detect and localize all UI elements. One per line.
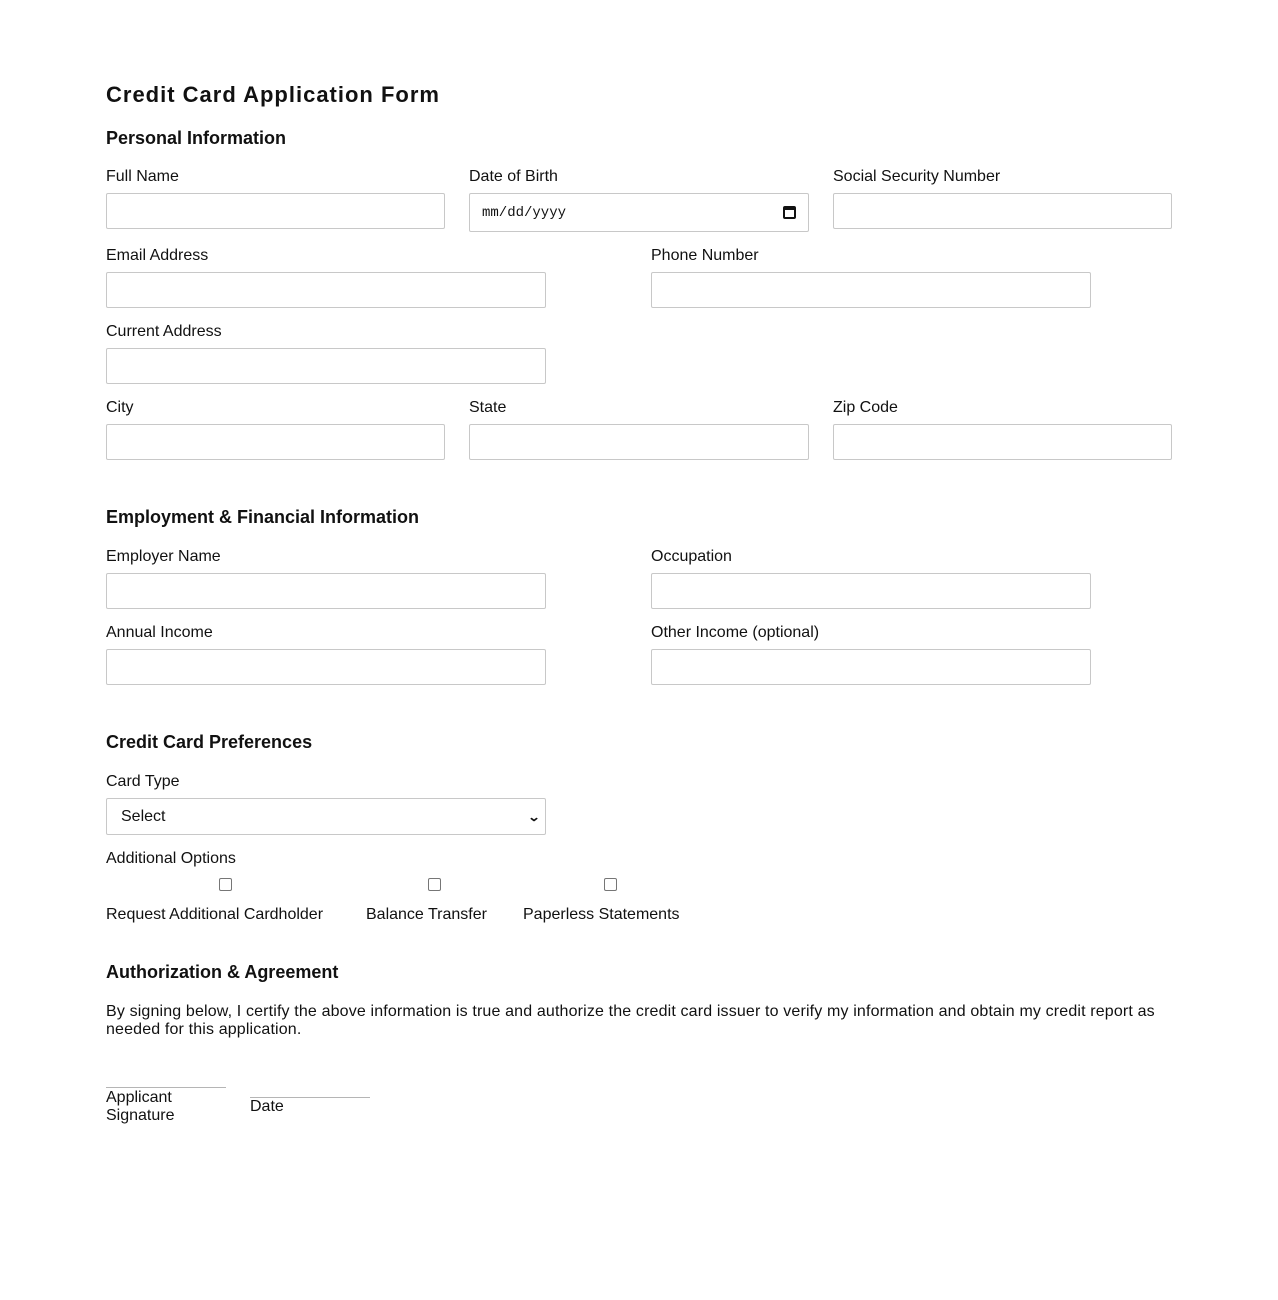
calendar-icon[interactable]: [783, 206, 796, 219]
zip-label: Zip Code: [833, 399, 898, 416]
occupation-label: Occupation: [651, 548, 732, 565]
city-input[interactable]: [106, 424, 445, 460]
option-label-additional-cardholder[interactable]: Request Additional Cardholder: [106, 906, 324, 923]
checkbox-additional-cardholder[interactable]: [219, 878, 232, 891]
section-heading-preferences: Credit Card Preferences: [106, 732, 313, 752]
ssn-input[interactable]: [833, 193, 1172, 229]
section-heading-employment: Employment & Financial Information: [106, 507, 420, 527]
zip-input[interactable]: [833, 424, 1172, 460]
state-input[interactable]: [469, 424, 809, 460]
occupation-input[interactable]: [651, 573, 1091, 609]
section-heading-personal: Personal Information: [106, 128, 287, 148]
email-input[interactable]: [106, 272, 546, 308]
checkbox-balance-transfer[interactable]: [428, 878, 441, 891]
option-label-balance-transfer[interactable]: Balance Transfer: [366, 906, 487, 923]
signature-label-line2: Signature: [106, 1107, 175, 1124]
authorization-text: By signing below, I certify the above information is true and authorize the credit card issuer to verify my information and obtain my credit report as needed for this application.: [106, 1003, 1155, 1038]
city-label: City: [106, 399, 134, 416]
income-input[interactable]: [106, 649, 546, 685]
phone-label: Phone Number: [651, 247, 759, 264]
full-name-input[interactable]: [106, 193, 445, 229]
option-label-paperless-statements[interactable]: Paperless Statements: [523, 906, 680, 923]
card-type-label: Card Type: [106, 773, 180, 790]
checkbox-paperless-statements[interactable]: [604, 878, 617, 891]
page-title: Credit Card Application Form: [106, 82, 440, 107]
phone-input[interactable]: [651, 272, 1091, 308]
date-label: Date: [250, 1098, 284, 1115]
section-heading-authorization: Authorization & Agreement: [106, 962, 339, 982]
income-label: Annual Income: [106, 624, 213, 641]
additional-options-label: Additional Options: [106, 850, 236, 867]
dob-placeholder: mm/dd/yyyy: [482, 204, 567, 221]
chevron-down-icon: ⌄: [527, 809, 541, 824]
signature-label-line1: Applicant: [106, 1089, 172, 1106]
ssn-label: Social Security Number: [833, 168, 1001, 185]
card-type-select[interactable]: [106, 798, 546, 835]
dob-label: Date of Birth: [469, 168, 558, 185]
dob-input[interactable]: [469, 193, 809, 232]
other-income-label: Other Income (optional): [651, 624, 820, 641]
state-label: State: [469, 399, 507, 416]
employer-label: Employer Name: [106, 548, 221, 565]
other-income-input[interactable]: [651, 649, 1091, 685]
signature-label: [106, 1089, 175, 1125]
signature-line[interactable]: [106, 1087, 226, 1088]
employer-input[interactable]: [106, 573, 546, 609]
full-name-label: Full Name: [106, 168, 179, 185]
address-input[interactable]: [106, 348, 546, 384]
email-label: Email Address: [106, 247, 209, 264]
card-type-selected: Select: [121, 807, 166, 825]
address-label: Current Address: [106, 323, 222, 340]
